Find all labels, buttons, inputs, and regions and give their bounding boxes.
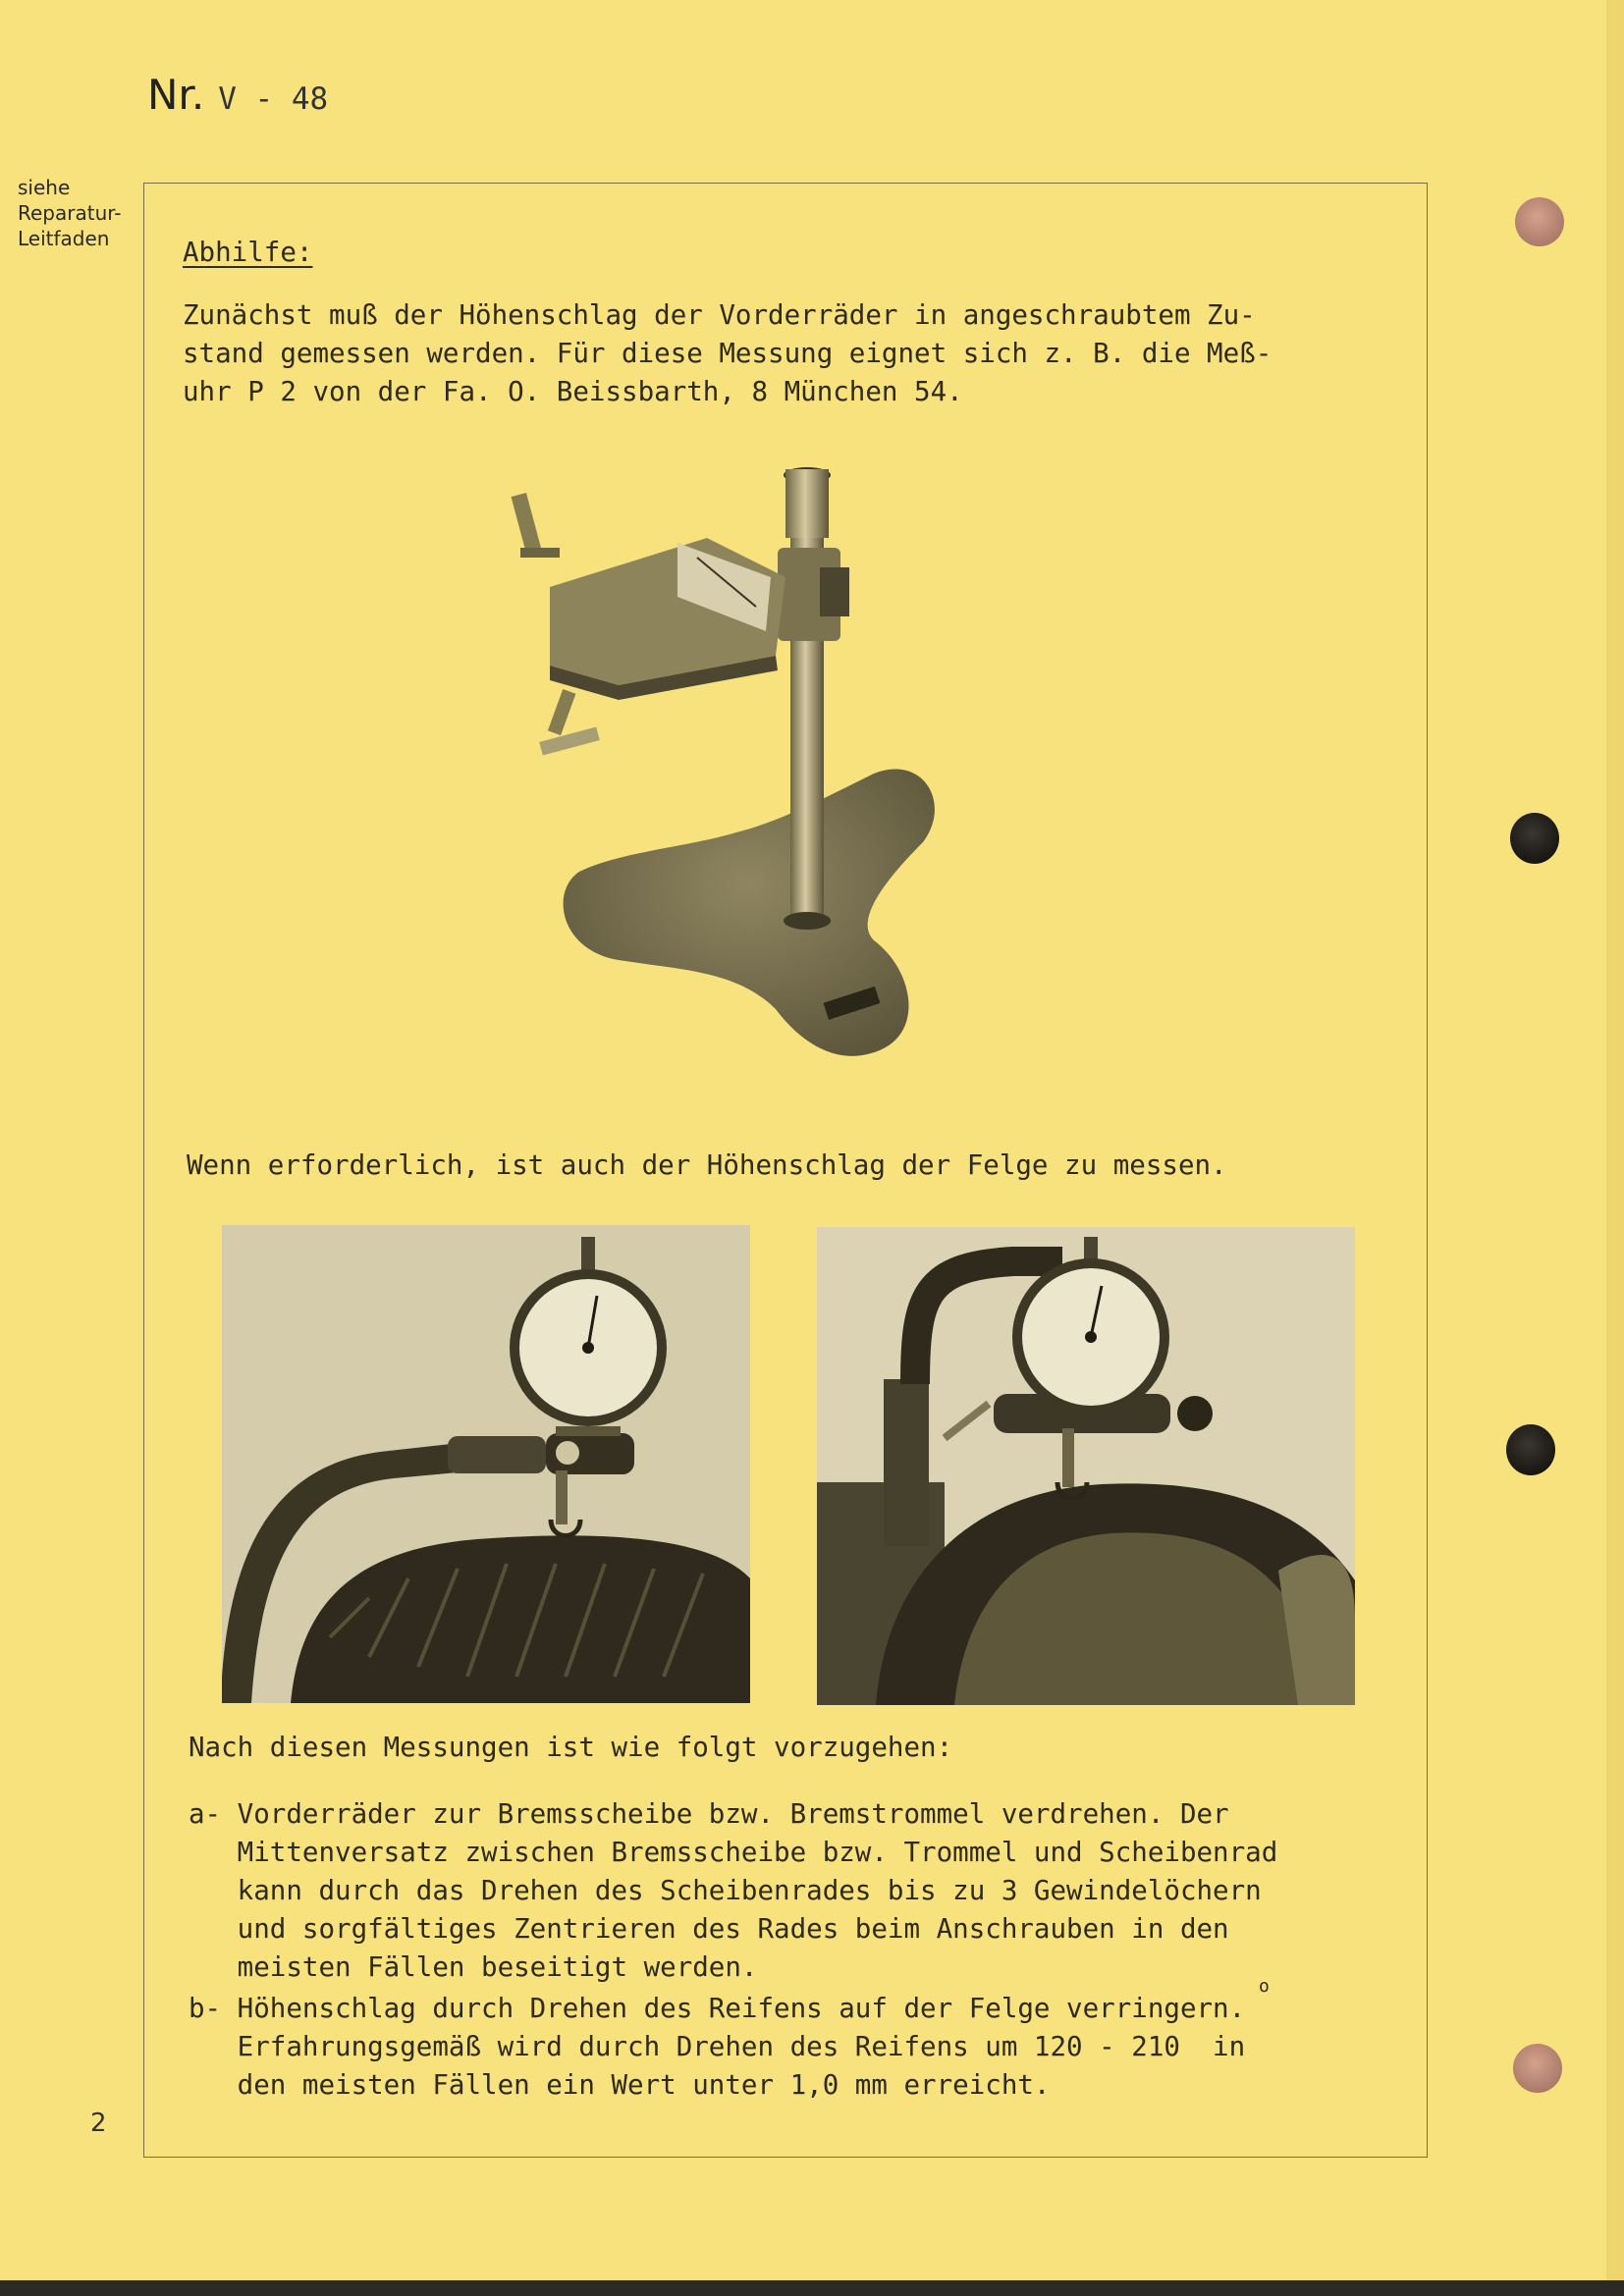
bottom-edge [0, 2280, 1624, 2296]
step-b: b- Höhenschlag durch Drehen des Reifens auf der Felge verringern. Erfahrungsgemäß wird durch Drehen des Reifens um 120 - 210 in den meisten Fällen ein Wert unter 1,0 mm erreicht. [189, 1993, 1246, 2101]
punch-hole [1506, 1424, 1555, 1475]
page-number: 2 [90, 2109, 107, 2138]
side-reference-line: siehe [18, 176, 71, 199]
tyre-measurement-photo [222, 1225, 750, 1703]
punch-hole [1510, 813, 1559, 864]
gauge-stand-photo [511, 459, 982, 1117]
side-reference-line: Reparatur- [18, 201, 122, 225]
document-number [147, 71, 328, 119]
page-edge [1606, 0, 1624, 2296]
punch-hole [1513, 2044, 1562, 2093]
step-a: a- Vorderräder zur Bremsscheibe bzw. Bremstrommel verdrehen. Der Mittenversatz zwischen Bremsscheibe bzw. Trommel und Scheibenrad kann durch das Drehen des Scheibenrades bis zu 3 Gewindelöchern und sorgfältiges Zentrieren des Rades beim Anschrauben in den meisten Fällen beseitigt werden. [189, 1798, 1278, 1983]
procedure-intro: Nach diesen Messungen ist wie folgt vorzugehen: [189, 1732, 953, 1763]
intro-paragraph: Zunächst muß der Höhenschlag der Vorderräder in angeschraubtem Zu- stand gemessen werden. Für diese Messung eignet sich z. B. die Meß- uhr P 2 von der Fa. O. Beissbarth, 8 München 54. [183, 299, 1272, 407]
punch-hole [1515, 197, 1564, 246]
side-reference-line: Leitfaden [18, 227, 110, 250]
nr-value: V - 48 [218, 81, 329, 117]
section-heading: Abhilfe: [183, 237, 313, 268]
nr-label: Nr. [147, 71, 205, 119]
degree-superscript: o [1259, 1976, 1270, 1997]
side-reference [18, 175, 121, 251]
rim-paragraph: Wenn erforderlich, ist auch der Höhenschlag der Felge zu messen. [187, 1149, 1227, 1181]
rim-measurement-photo [817, 1227, 1355, 1705]
